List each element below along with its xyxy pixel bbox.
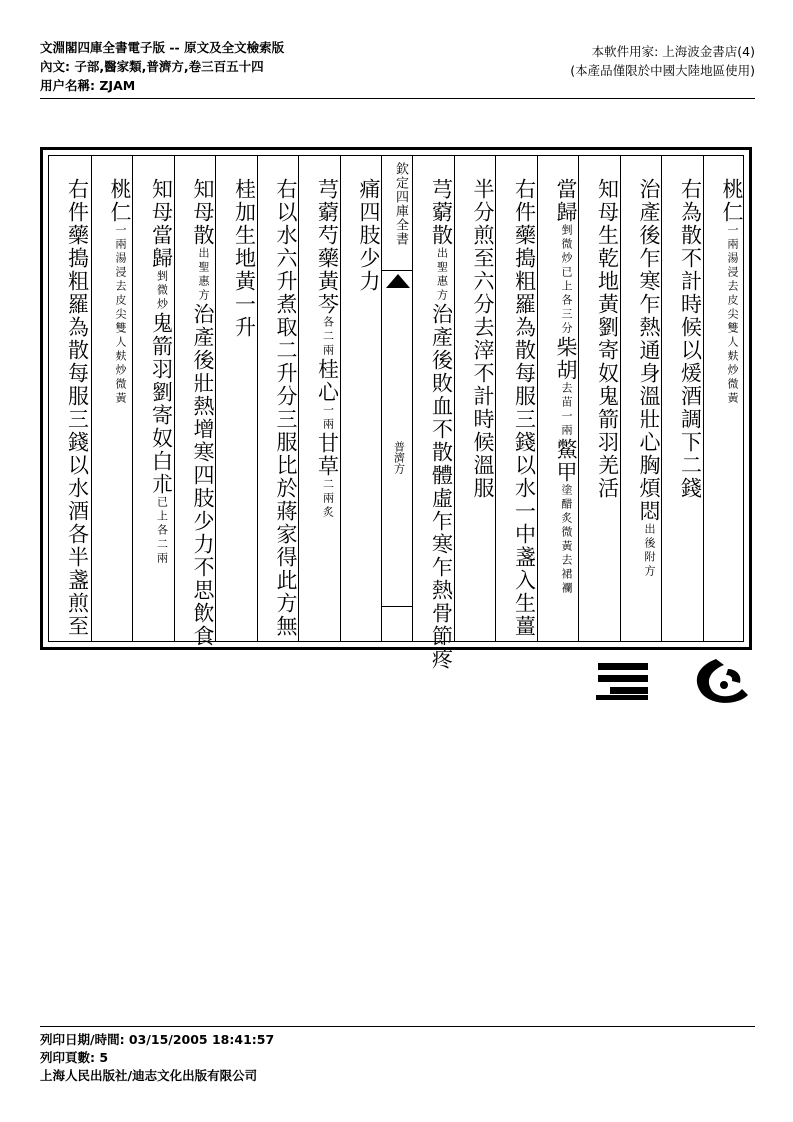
- main-text: 知母生乾地黃劉寄奴鬼箭羽羌活: [595, 178, 620, 500]
- annotation-text: 一兩湯浸去皮尖雙人麸炒微黃: [726, 224, 739, 406]
- column-text: [92, 178, 134, 406]
- annotation-text: 出聖惠方: [435, 247, 449, 303]
- header-right: [570, 42, 755, 80]
- column-text: [413, 178, 455, 671]
- column-text: [341, 178, 383, 293]
- column-text: [579, 178, 621, 500]
- column-text: [258, 178, 300, 638]
- spine-marker-icon: [386, 274, 410, 288]
- column-text: [133, 178, 175, 566]
- column-text: [216, 178, 258, 339]
- column-text: [704, 178, 746, 406]
- text-column: [454, 156, 497, 641]
- main-text: 鬼箭羽劉寄奴白朮: [149, 312, 174, 496]
- column-text: [299, 178, 341, 520]
- header-divider: [40, 98, 755, 99]
- text-column: [257, 156, 300, 641]
- print-datetime: 列印日期/時間: 03/15/2005 18:41:57: [40, 1032, 275, 1047]
- annotation-text: 塗醋炙微黃去裙襴: [560, 484, 573, 596]
- main-text: 鱉甲: [554, 438, 578, 484]
- text-column: [661, 156, 704, 641]
- annotation-text: 已上各二兩: [155, 496, 169, 566]
- text-column: [578, 156, 621, 641]
- header-content-path: 內文: 子部,醫家類,普濟方,卷三百五十四: [40, 59, 264, 74]
- annotation-text: 各二兩: [321, 316, 335, 358]
- annotation-text: 剉微炒: [155, 270, 169, 312]
- text-column: [91, 156, 134, 641]
- main-text: 右件藥搗粗羅為散每服三錢以水酒各半盞煎至: [65, 178, 90, 638]
- text-column: [537, 156, 580, 641]
- text-column: [340, 156, 383, 641]
- main-text: 甘草: [315, 432, 340, 478]
- main-text: 治產後敗血不散體虛乍寒乍熱骨節疼: [429, 303, 454, 671]
- text-column: [174, 156, 217, 648]
- main-text: 柴胡: [554, 336, 578, 382]
- text-area: [48, 155, 744, 671]
- book-spine: [381, 156, 413, 641]
- column-text: [496, 178, 538, 638]
- annotation-text: 一兩: [321, 404, 335, 432]
- main-text: 桂加生地黃一升: [232, 178, 257, 339]
- column-text: [621, 178, 663, 579]
- main-text: 痛四肢少力: [357, 178, 381, 293]
- footer-divider: [40, 1026, 755, 1027]
- main-text: 治產後乍寒乍熱通身溫壯心胸煩悶: [637, 178, 661, 523]
- text-column: [215, 156, 258, 641]
- print-page-count: 列印頁數: 5: [40, 1050, 109, 1065]
- header-title: 文淵閣四庫全書電子版 -- 原文及全文檢索版: [40, 40, 285, 55]
- footer: [40, 1031, 274, 1085]
- main-text: 右為散不計時候以煖酒調下二錢: [678, 178, 703, 500]
- annotation-text: 出聖惠方: [197, 247, 210, 303]
- text-column: [49, 156, 91, 641]
- main-text: 芎藭芍藥黃芩: [315, 178, 340, 316]
- publisher-line: 上海人民出版社/迪志文化出版有限公司: [40, 1068, 258, 1083]
- column-text: [455, 178, 497, 500]
- header-username: 用户名稱: ZJAM: [40, 78, 136, 93]
- annotation-text: 剉微炒已上各三分: [560, 224, 573, 336]
- spine-book-name: 普濟方: [392, 441, 406, 474]
- header-licensee: 本軟件用家: 上海波金書店(4): [591, 44, 755, 59]
- text-column: [620, 156, 663, 641]
- column-text: [538, 178, 580, 596]
- spine-title: 欽定四庫全書: [393, 162, 408, 246]
- main-text: 當歸: [554, 178, 578, 224]
- main-text: 半分煎至六分去滓不計時候溫服: [471, 178, 495, 500]
- spine-rule-bottom: [382, 606, 413, 607]
- annotation-text: 一兩湯浸去皮尖雙人麸炒微黃: [114, 224, 127, 406]
- main-text: 芎藭散: [429, 178, 454, 247]
- column-text: [662, 178, 704, 500]
- annotation-text: 去苗一兩: [560, 382, 573, 438]
- main-text: 知母散: [191, 178, 215, 247]
- annotation-text: 出後附方: [643, 523, 656, 579]
- main-text: 桃仁: [108, 178, 132, 224]
- text-column: [298, 156, 341, 641]
- text-column: [132, 156, 175, 641]
- main-text: 右件藥搗粗羅為散每服三錢以水一中盞入生薑: [512, 178, 537, 638]
- text-column: [412, 156, 455, 671]
- annotation-text: 二兩炙: [321, 478, 335, 520]
- column-text: [175, 178, 217, 648]
- main-text: 右以水六升煮取二升分三服比於蔣家得此方無: [274, 178, 298, 638]
- publisher-logo-icon: [596, 655, 756, 710]
- header-left: [40, 38, 284, 95]
- text-column: [703, 156, 746, 641]
- main-text: 治產後壯熱增寒四肢少力不思飲食: [191, 303, 215, 648]
- main-text: 桃仁: [720, 178, 744, 224]
- column-text: [49, 178, 91, 638]
- main-text: 知母當歸: [149, 178, 174, 270]
- text-column: [495, 156, 538, 641]
- page-frame: [40, 147, 752, 671]
- spine-rule-top: [382, 270, 413, 271]
- main-text: 桂心: [315, 358, 340, 404]
- header-region-note: (本產品僅限於中國大陸地區使用): [570, 63, 755, 78]
